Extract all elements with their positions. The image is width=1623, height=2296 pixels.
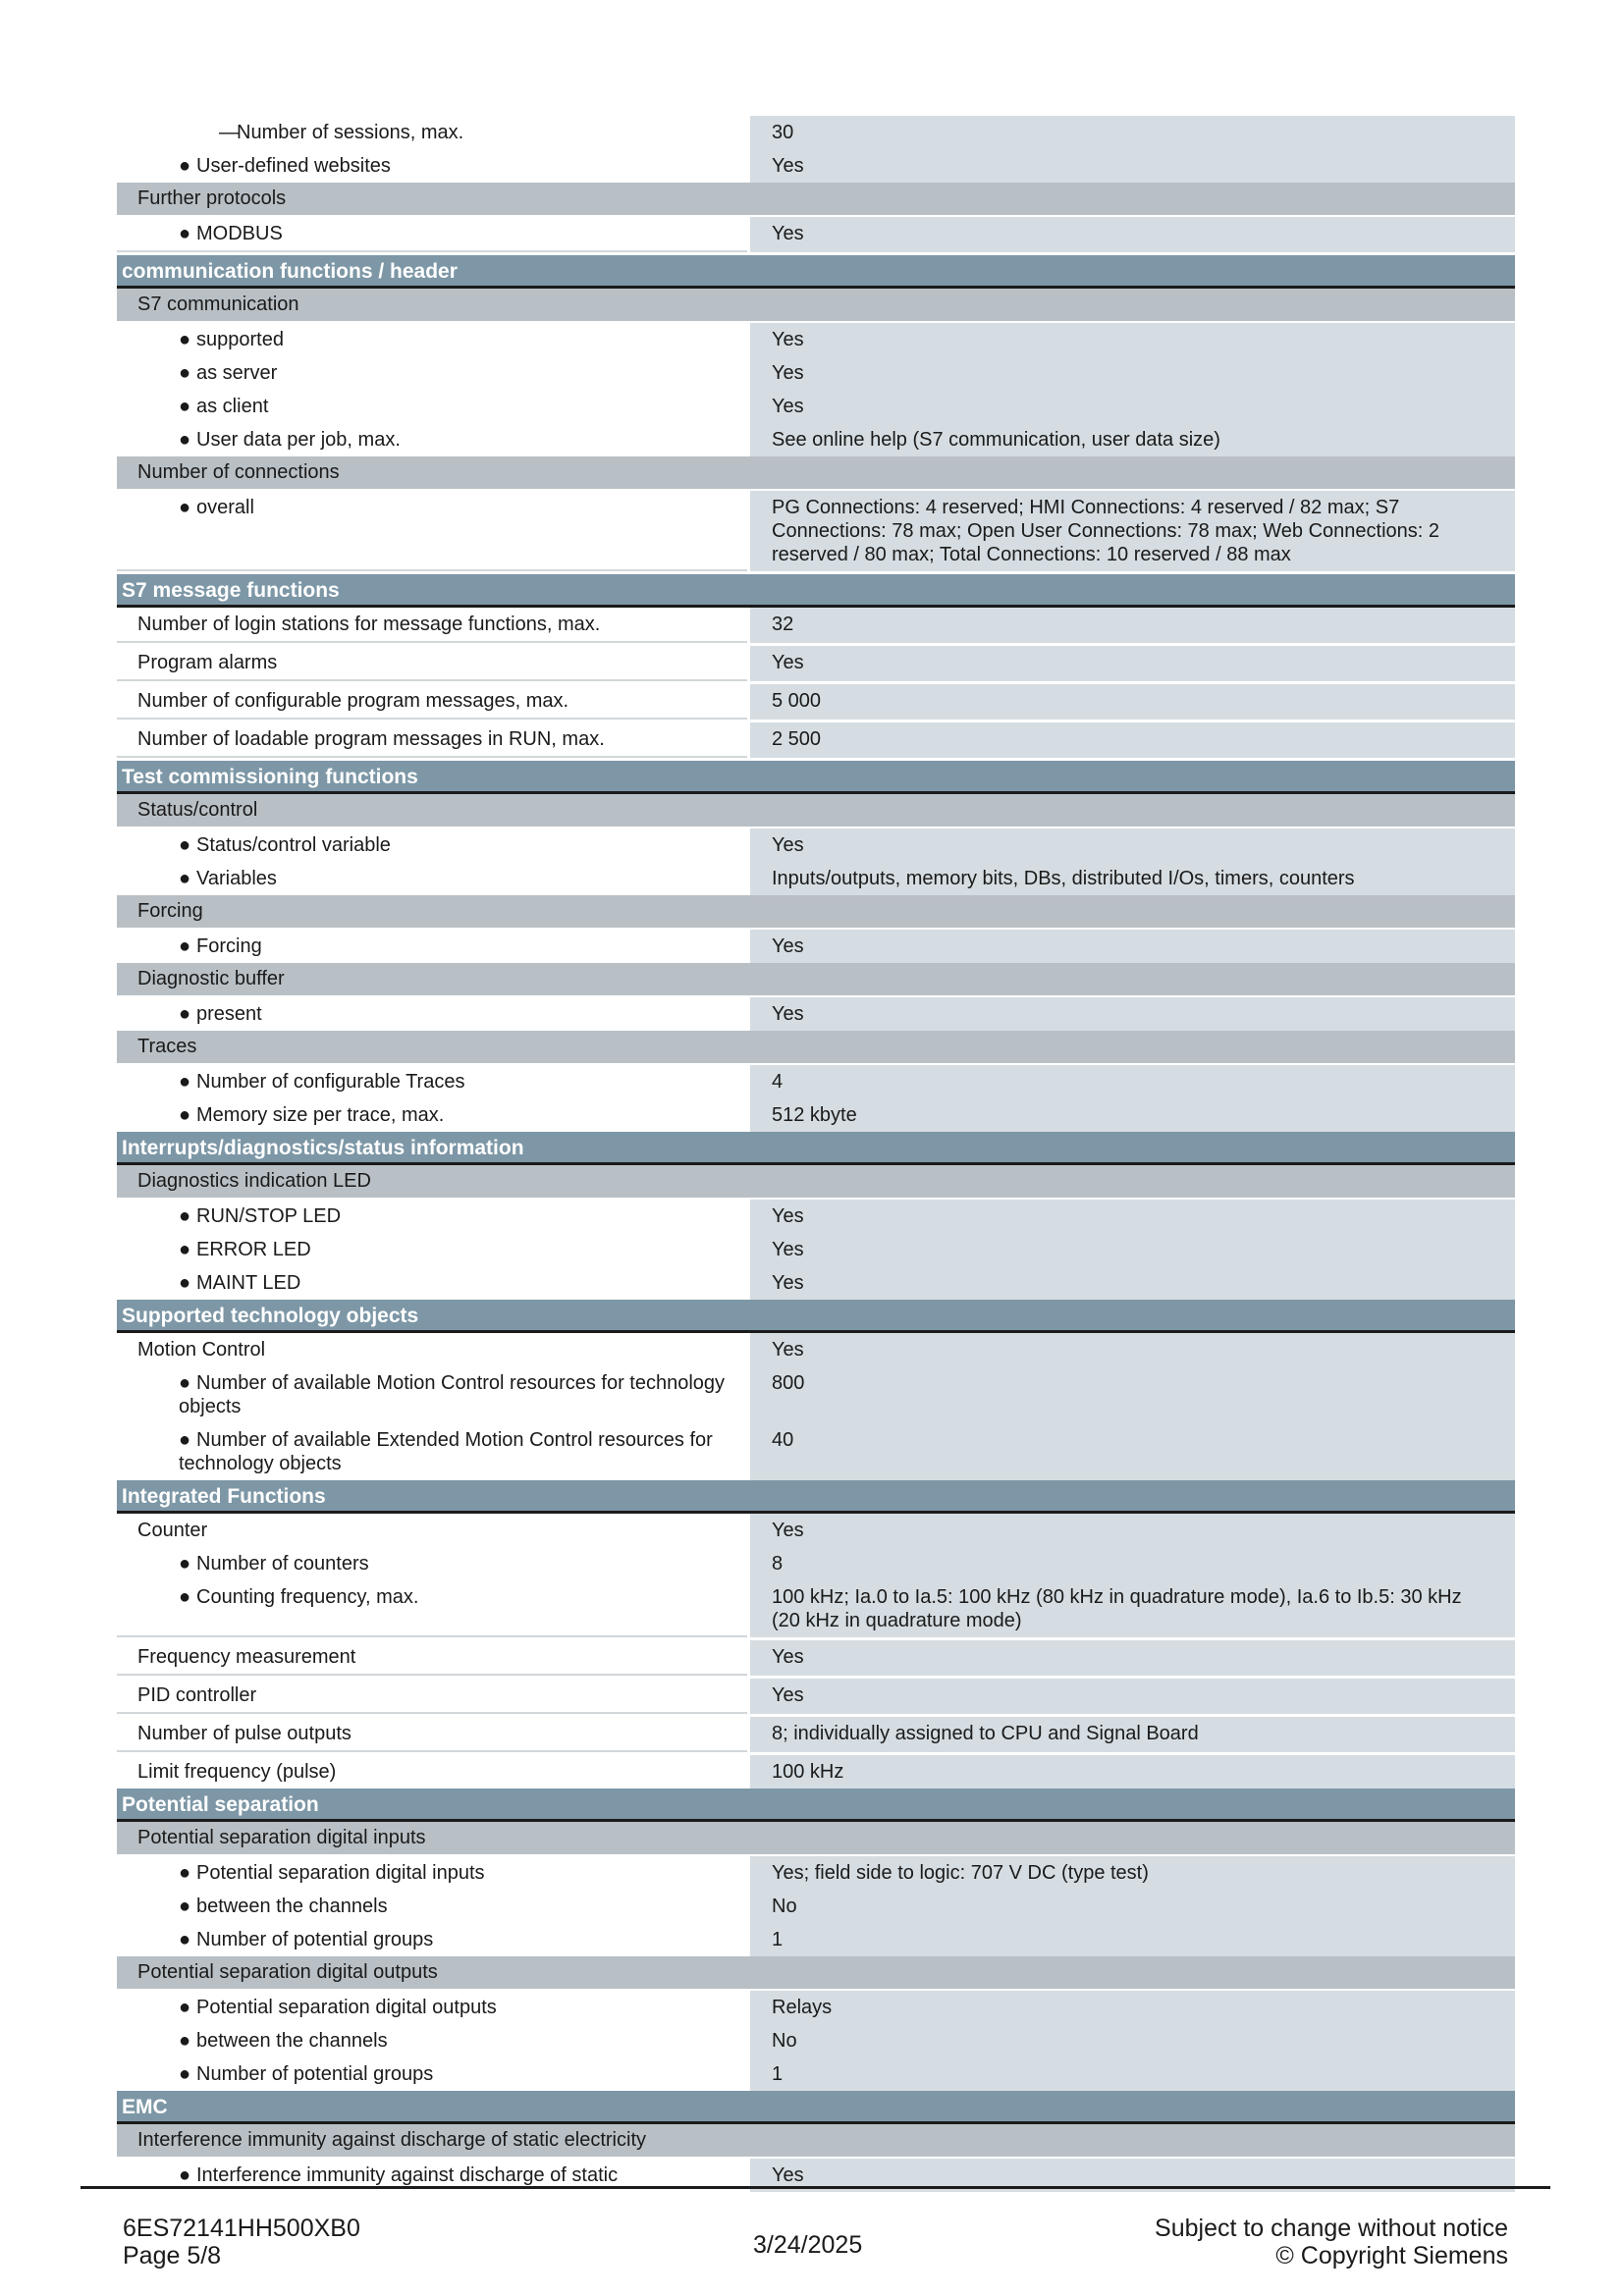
- row-label: [117, 1580, 747, 1637]
- subsection-header: Forcing: [117, 895, 1515, 928]
- row-label: [117, 930, 747, 963]
- row-label: [117, 390, 747, 423]
- section-header: EMC: [117, 2091, 1515, 2124]
- row-value: Yes: [750, 1333, 1515, 1366]
- table-row: [117, 491, 1515, 571]
- table-row: [117, 1366, 1515, 1423]
- row-value: Yes: [750, 323, 1515, 356]
- row-value: 8; individually assigned to CPU and Signal Board: [750, 1717, 1515, 1752]
- table-row: [117, 390, 1515, 423]
- row-value: Yes: [750, 149, 1515, 183]
- row-label-text: Number of login stations for message functions, max.: [137, 614, 601, 635]
- row-label: [117, 1679, 747, 1714]
- bullet-icon: ●: [179, 1997, 191, 2018]
- row-label: [117, 684, 747, 720]
- row-label-text: Number of potential groups: [196, 1929, 434, 1950]
- row-value: 5 000: [750, 684, 1515, 720]
- row-label-text: between the channels: [196, 1896, 388, 1917]
- datasheet-table: [117, 116, 1515, 2192]
- page-number: Page 5/8: [123, 2242, 222, 2269]
- bullet-icon: ●: [179, 429, 191, 451]
- table-row: [117, 1547, 1515, 1580]
- row-label: [117, 828, 747, 862]
- table-row: [117, 1717, 1515, 1752]
- row-label: [117, 1065, 747, 1098]
- row-label-text: Potential separation digital inputs: [196, 1862, 485, 1884]
- row-value: Yes: [750, 1233, 1515, 1266]
- row-value: No: [750, 2024, 1515, 2057]
- row-value: Inputs/outputs, memory bits, DBs, distributed I/Os, timers, counters: [750, 862, 1515, 895]
- bullet-icon: ●: [179, 2164, 191, 2186]
- row-label-text: Number of counters: [196, 1553, 369, 1575]
- table-row: [117, 1991, 1515, 2024]
- bullet-icon: ●: [179, 2063, 191, 2085]
- bullet-icon: ●: [179, 2030, 191, 2052]
- bullet-icon: ●: [179, 1205, 191, 1227]
- footer-right: [1155, 2215, 1508, 2269]
- row-label: [117, 1514, 747, 1547]
- section-header: communication functions / header: [117, 255, 1515, 289]
- row-value: Yes: [750, 1514, 1515, 1547]
- subsection-header: Status/control: [117, 794, 1515, 827]
- section-header: Supported technology objects: [117, 1300, 1515, 1333]
- row-label-text: Number of available Extended Motion Control resources for technology objects: [179, 1429, 713, 1474]
- row-label-text: Number of sessions, max.: [237, 122, 464, 143]
- row-label: [117, 2024, 747, 2057]
- row-value: Yes: [750, 1679, 1515, 1714]
- table-row: [117, 1640, 1515, 1676]
- table-row: [117, 1065, 1515, 1098]
- bullet-icon: ●: [179, 329, 191, 350]
- subsection-header: Diagnostic buffer: [117, 963, 1515, 995]
- bullet-icon: ●: [179, 935, 191, 957]
- row-label: [117, 116, 747, 149]
- row-value: Yes: [750, 997, 1515, 1031]
- bullet-icon: ●: [179, 868, 191, 889]
- bullet-icon: ●: [179, 1862, 191, 1884]
- row-label: [117, 1266, 747, 1300]
- row-label: [117, 1717, 747, 1752]
- row-label-text: User data per job, max.: [196, 429, 401, 451]
- article-number: 6ES72141HH500XB0: [123, 2215, 360, 2242]
- row-label: [117, 1640, 747, 1676]
- row-label-text: Program alarms: [137, 652, 278, 673]
- bullet-icon: ●: [179, 362, 191, 384]
- row-label: [117, 608, 747, 643]
- row-label: [117, 356, 747, 390]
- row-label-text: Number of available Motion Control resources for technology objects: [179, 1372, 726, 1417]
- bullet-icon: ●: [179, 1372, 191, 1394]
- table-row: [117, 116, 1515, 149]
- row-label-text: Counting frequency, max.: [196, 1586, 419, 1608]
- row-label: [117, 1200, 747, 1233]
- row-value: 32: [750, 608, 1515, 643]
- row-label-text: Interference immunity against discharge of static: [196, 2164, 619, 2186]
- row-label: [117, 1233, 747, 1266]
- table-row: [117, 684, 1515, 720]
- bullet-icon: ●: [179, 223, 191, 244]
- table-row: [117, 1755, 1515, 1789]
- section-header: Interrupts/diagnostics/status information: [117, 1132, 1515, 1165]
- bullet-icon: ●: [179, 1586, 191, 1608]
- row-value: Yes: [750, 390, 1515, 423]
- row-label: [117, 1890, 747, 1923]
- row-label-text: Counter: [137, 1520, 208, 1541]
- row-label-text: Number of potential groups: [196, 2063, 434, 2085]
- row-label-text: Status/control variable: [196, 834, 391, 856]
- row-label: [117, 1923, 747, 1956]
- row-label: [117, 1991, 747, 2024]
- row-label-text: Frequency measurement: [137, 1646, 356, 1668]
- row-label-text: present: [196, 1003, 262, 1025]
- row-label: [117, 1366, 747, 1423]
- table-row: [117, 1200, 1515, 1233]
- row-value: Relays: [750, 1991, 1515, 2024]
- subsection-header: S7 communication: [117, 289, 1515, 321]
- row-label-text: Forcing: [196, 935, 262, 957]
- row-label: [117, 1547, 747, 1580]
- row-label: [117, 1333, 747, 1366]
- row-value: 100 kHz: [750, 1755, 1515, 1789]
- bullet-icon: ●: [179, 1553, 191, 1575]
- table-row: [117, 1098, 1515, 1132]
- table-row: [117, 1423, 1515, 1480]
- table-row: [117, 1923, 1515, 1956]
- table-row: [117, 997, 1515, 1031]
- row-label: [117, 1098, 747, 1132]
- change-notice: Subject to change without notice: [1155, 2215, 1508, 2242]
- subsection-header: Diagnostics indication LED: [117, 1165, 1515, 1198]
- row-label-text: PID controller: [137, 1684, 257, 1706]
- bullet-icon: ●: [179, 1071, 191, 1093]
- row-label-text: Motion Control: [137, 1339, 266, 1361]
- subsection-header: Traces: [117, 1031, 1515, 1063]
- section-header: S7 message functions: [117, 574, 1515, 608]
- row-label-text: MODBUS: [196, 223, 283, 244]
- bullet-icon: ●: [179, 1003, 191, 1025]
- row-label: [117, 423, 747, 456]
- row-value: 800: [750, 1366, 1515, 1423]
- table-row: [117, 646, 1515, 681]
- table-row: [117, 1266, 1515, 1300]
- table-row: [117, 1333, 1515, 1366]
- row-label: [117, 862, 747, 895]
- row-value: 100 kHz; Ia.0 to Ia.5: 100 kHz (80 kHz in quadrature mode), Ia.6 to Ib.5: 30 kHz (20 kHz in quadrature mode): [750, 1580, 1515, 1637]
- table-row: [117, 1679, 1515, 1714]
- bullet-icon: ●: [179, 497, 191, 518]
- bullet-icon: ●: [179, 1272, 191, 1294]
- row-value: Yes: [750, 1200, 1515, 1233]
- row-label-text: RUN/STOP LED: [196, 1205, 342, 1227]
- subsection-header: Further protocols: [117, 183, 1515, 215]
- row-label-text: Number of configurable program messages, max.: [137, 690, 569, 712]
- row-label: [117, 1856, 747, 1890]
- row-value: 30: [750, 116, 1515, 149]
- row-value: 8: [750, 1547, 1515, 1580]
- row-label-text: Number of configurable Traces: [196, 1071, 465, 1093]
- table-row: [117, 2024, 1515, 2057]
- row-value: No: [750, 1890, 1515, 1923]
- table-row: [117, 828, 1515, 862]
- table-row: [117, 1890, 1515, 1923]
- dash-icon: —: [219, 122, 239, 143]
- section-header: Test commissioning functions: [117, 761, 1515, 794]
- row-value: PG Connections: 4 reserved; HMI Connections: 4 reserved / 82 max; S7 Connections: 78 max; Open User Connections: 78 max; Web Connections: 2 reserved / 80 max; Total Connections: 10 reserved / 88 max: [750, 491, 1515, 571]
- table-row: [117, 1856, 1515, 1890]
- row-value: Yes: [750, 217, 1515, 252]
- row-value: 2 500: [750, 722, 1515, 758]
- row-label-text: as server: [196, 362, 278, 384]
- footer-left: [123, 2215, 360, 2269]
- table-row: [117, 1514, 1515, 1547]
- copyright: © Copyright Siemens: [1275, 2242, 1508, 2269]
- subsection-header: Interference immunity against discharge of static electricity: [117, 2124, 1515, 2157]
- row-label: [117, 997, 747, 1031]
- bullet-icon: ●: [179, 1929, 191, 1950]
- row-label-text: Variables: [196, 868, 277, 889]
- row-label: [117, 2057, 747, 2091]
- row-label: [117, 149, 747, 183]
- subsection-header: Number of connections: [117, 456, 1515, 489]
- row-value: Yes: [750, 2159, 1515, 2192]
- row-value: Yes: [750, 646, 1515, 681]
- row-value: 1: [750, 1923, 1515, 1956]
- row-value: Yes: [750, 828, 1515, 862]
- row-label-text: Number of loadable program messages in RUN, max.: [137, 728, 605, 750]
- row-value: 512 kbyte: [750, 1098, 1515, 1132]
- row-label: [117, 1423, 747, 1480]
- row-label-text: Number of pulse outputs: [137, 1723, 352, 1744]
- row-label-text: overall: [196, 497, 254, 518]
- bullet-icon: ●: [179, 396, 191, 417]
- row-label-text: ERROR LED: [196, 1239, 311, 1260]
- table-row: [117, 423, 1515, 456]
- table-row: [117, 323, 1515, 356]
- row-label-text: between the channels: [196, 2030, 388, 2052]
- row-label-text: Potential separation digital outputs: [196, 1997, 497, 2018]
- row-value: Yes: [750, 930, 1515, 963]
- section-header: Integrated Functions: [117, 1480, 1515, 1514]
- bullet-icon: ●: [179, 1896, 191, 1917]
- table-row: [117, 217, 1515, 252]
- row-label-text: Limit frequency (pulse): [137, 1761, 337, 1783]
- table-row: [117, 356, 1515, 390]
- row-label: [117, 323, 747, 356]
- row-label: [117, 491, 747, 571]
- table-row: [117, 1580, 1515, 1637]
- bullet-icon: ●: [179, 1429, 191, 1451]
- row-value: 40: [750, 1423, 1515, 1480]
- table-row: [117, 2057, 1515, 2091]
- row-value: 4: [750, 1065, 1515, 1098]
- table-row: [117, 1233, 1515, 1266]
- row-value: See online help (S7 communication, user data size): [750, 423, 1515, 456]
- row-label-text: as client: [196, 396, 269, 417]
- row-label: [117, 217, 747, 252]
- table-row: [117, 608, 1515, 643]
- row-label: [117, 646, 747, 681]
- row-value: Yes; field side to logic: 707 V DC (type test): [750, 1856, 1515, 1890]
- bullet-icon: ●: [179, 1104, 191, 1126]
- bullet-icon: ●: [179, 834, 191, 856]
- section-header: Potential separation: [117, 1789, 1515, 1822]
- row-value: Yes: [750, 1266, 1515, 1300]
- table-row: [117, 930, 1515, 963]
- table-row: [117, 862, 1515, 895]
- table-row: [117, 722, 1515, 758]
- row-value: Yes: [750, 1640, 1515, 1676]
- subsection-header: Potential separation digital inputs: [117, 1822, 1515, 1854]
- row-label-text: MAINT LED: [196, 1272, 301, 1294]
- footer-date: 3/24/2025: [753, 2231, 863, 2259]
- row-value: 1: [750, 2057, 1515, 2091]
- bullet-icon: ●: [179, 1239, 191, 1260]
- footer-divider: [81, 2186, 1550, 2189]
- row-label: [117, 1755, 747, 1789]
- row-label-text: User-defined websites: [196, 155, 391, 177]
- row-label-text: supported: [196, 329, 284, 350]
- subsection-header: Potential separation digital outputs: [117, 1956, 1515, 1989]
- row-label-text: Memory size per trace, max.: [196, 1104, 445, 1126]
- row-label: [117, 722, 747, 758]
- row-value: Yes: [750, 356, 1515, 390]
- bullet-icon: ●: [179, 155, 191, 177]
- table-row: [117, 149, 1515, 183]
